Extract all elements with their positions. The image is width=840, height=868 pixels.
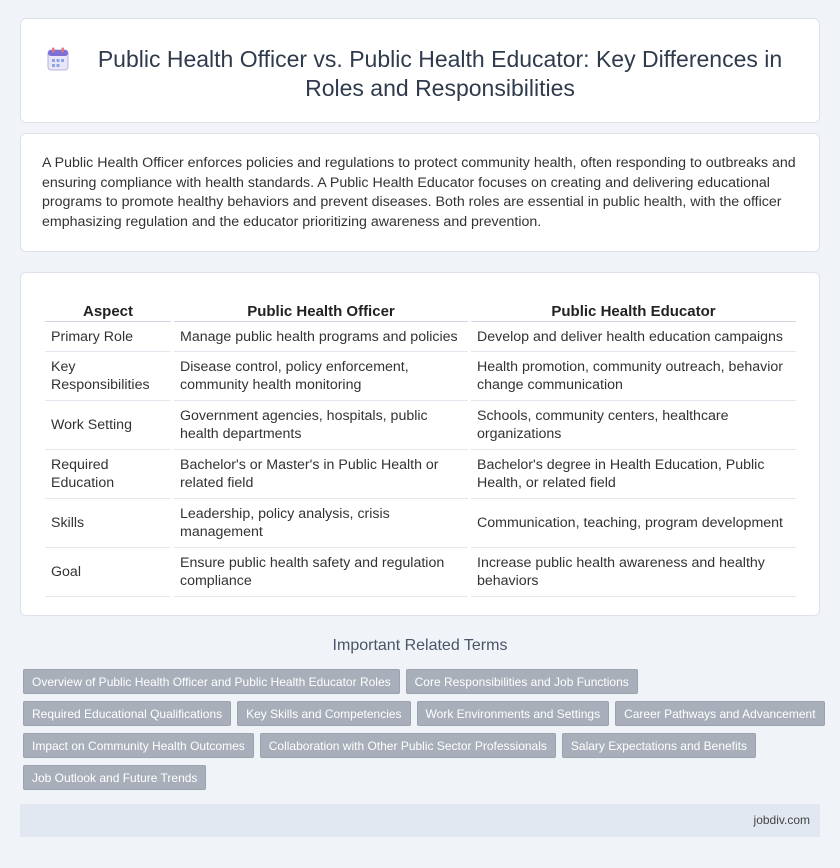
related-term-tag[interactable]: Key Skills and Competencies — [237, 701, 410, 726]
footer — [20, 804, 820, 837]
table-cell-officer: Bachelor's or Master's in Public Health or related field — [174, 450, 468, 499]
table-cell-educator: Develop and deliver health education campaigns — [471, 322, 796, 352]
table-cell-officer: Disease control, policy enforcement, community health monitoring — [174, 352, 468, 401]
related-term-tag[interactable]: Overview of Public Health Officer and Public Health Educator Roles — [23, 669, 400, 694]
title-card — [20, 18, 820, 123]
table-cell-educator: Communication, teaching, program development — [471, 499, 796, 548]
related-term-tag[interactable]: Salary Expectations and Benefits — [562, 733, 756, 758]
table-cell-officer: Manage public health programs and policies — [174, 322, 468, 352]
table-cell-officer: Government agencies, hospitals, public health departments — [174, 401, 468, 450]
comparison-table-card — [20, 272, 820, 616]
table-cell-educator: Schools, community centers, healthcare organizations — [471, 401, 796, 450]
related-term-tag[interactable]: Job Outlook and Future Trends — [23, 765, 206, 790]
related-terms-heading: Important Related Terms — [332, 637, 508, 654]
tag-row — [23, 701, 823, 733]
intro-paragraph: A Public Health Officer enforces policies and regulations to protect community health, often responding to outbreaks and ensuring compliance with health standards. A Public Health Educator focuses on creating and delivering educational programs to promote healthy behaviors and prevent diseases. Both roles are essential in public health, with the officer emphasizing regulation and the educator prioritizing awareness and prevention. — [42, 155, 796, 230]
column-header-aspect: Aspect — [45, 296, 171, 322]
table-cell-aspect: Skills — [45, 499, 171, 548]
calendar-icon — [47, 47, 69, 71]
table-cell-aspect: Goal — [45, 548, 171, 597]
table-row — [45, 401, 796, 450]
table-row — [45, 499, 796, 548]
related-term-tag[interactable]: Career Pathways and Advancement — [615, 701, 824, 726]
related-term-tag[interactable]: Core Responsibilities and Job Functions — [406, 669, 638, 694]
table-row — [45, 548, 796, 597]
comparison-table — [42, 296, 799, 597]
related-term-tag[interactable]: Collaboration with Other Public Sector Professionals — [260, 733, 556, 758]
table-cell-officer: Ensure public health safety and regulation compliance — [174, 548, 468, 597]
footer-site-link[interactable]: jobdiv.com — [753, 813, 810, 827]
table-row — [45, 322, 796, 352]
table-header-row — [45, 296, 796, 322]
table-cell-educator: Bachelor's degree in Health Education, Public Health, or related field — [471, 450, 796, 499]
table-row — [45, 352, 796, 401]
tag-row — [23, 765, 823, 797]
intro-card — [20, 133, 820, 252]
tag-row — [23, 733, 823, 765]
page-title: Public Health Officer vs. Public Health Educator: Key Differences in Roles and Responsibilities — [97, 46, 783, 101]
column-header-officer: Public Health Officer — [174, 296, 468, 322]
related-term-tag[interactable]: Required Educational Qualifications — [23, 701, 231, 726]
table-cell-aspect: Key Responsibilities — [45, 352, 171, 401]
related-term-tag[interactable]: Work Environments and Settings — [417, 701, 610, 726]
table-cell-aspect: Work Setting — [45, 401, 171, 450]
table-row — [45, 450, 796, 499]
table-cell-aspect: Primary Role — [45, 322, 171, 352]
table-cell-educator: Increase public health awareness and healthy behaviors — [471, 548, 796, 597]
related-term-tag[interactable]: Impact on Community Health Outcomes — [23, 733, 254, 758]
table-cell-officer: Leadership, policy analysis, crisis management — [174, 499, 468, 548]
table-cell-aspect: Required Education — [45, 450, 171, 499]
table-cell-educator: Health promotion, community outreach, behavior change communication — [471, 352, 796, 401]
related-terms-tags — [23, 669, 823, 797]
tag-row — [23, 669, 823, 701]
column-header-educator: Public Health Educator — [471, 296, 796, 322]
